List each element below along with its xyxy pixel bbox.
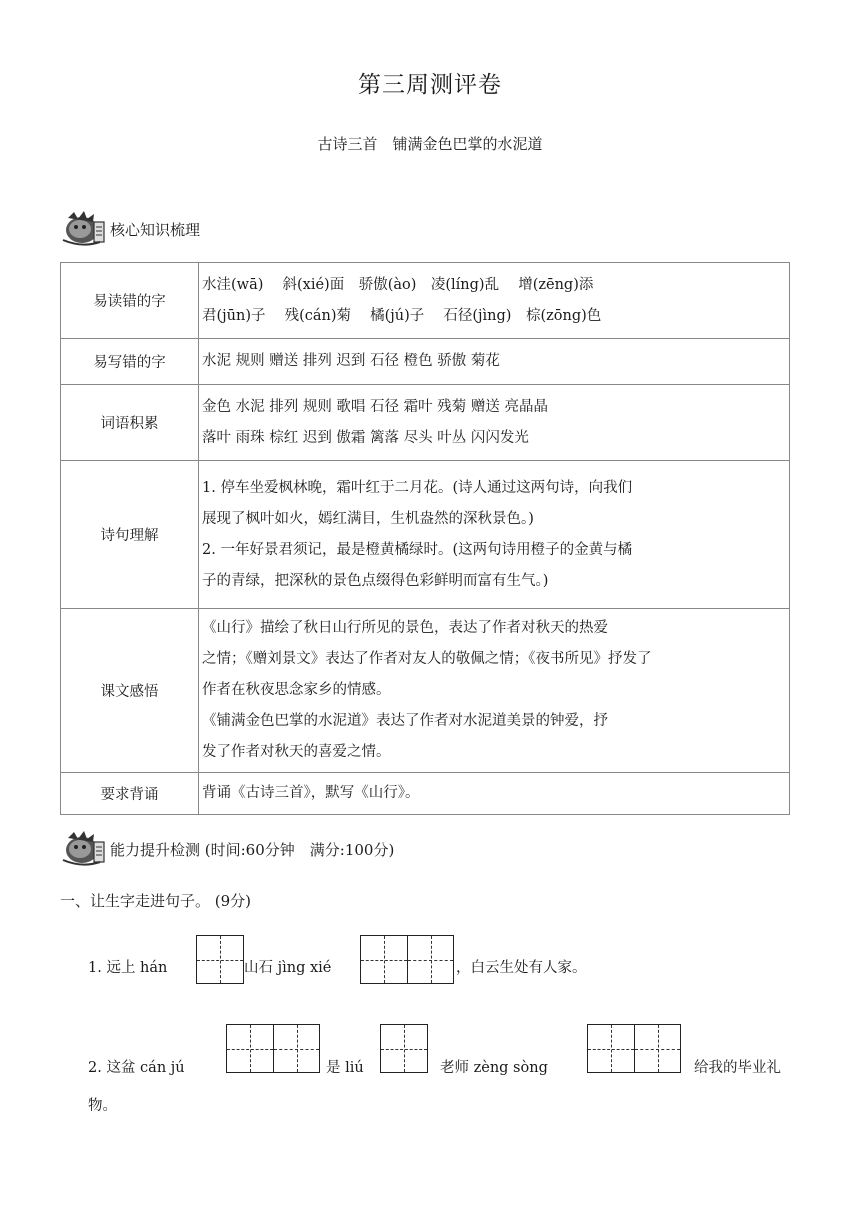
- row-label: 易读错的字: [61, 263, 199, 339]
- row-content: [199, 263, 790, 339]
- page-subtitle: 古诗三首 铺满金色巴掌的水泥道: [317, 135, 543, 153]
- section-knowledge-header: [60, 210, 200, 248]
- item-2-suffix: 给我的毕业礼: [694, 1060, 781, 1076]
- tianzige-cell[interactable]: [361, 936, 407, 983]
- tianzige-cell[interactable]: [381, 1025, 427, 1072]
- row-label: 课文感悟: [61, 609, 199, 773]
- table-row: [61, 339, 790, 385]
- item-1-suffix: ，白云生处有人家。: [456, 960, 587, 976]
- section-test-title: 能力提升检测 (时间:60分钟 满分:100分): [110, 840, 395, 859]
- item-2-mid2: 老师 zèng sòng: [440, 1060, 548, 1076]
- tianzige-input[interactable]: [360, 935, 454, 984]
- reading-mascot-icon: [60, 210, 108, 248]
- table-row: [61, 773, 790, 815]
- row-content: [199, 339, 790, 385]
- section-knowledge-title: 核心知识梳理: [110, 220, 201, 239]
- row-content: [199, 773, 790, 815]
- item-1-prefix: 1. 远上 hán: [88, 960, 168, 976]
- tianzige-input[interactable]: [226, 1024, 320, 1073]
- table-row: [61, 609, 790, 773]
- row-label: 易写错的字: [61, 339, 199, 385]
- content-line: 金色 水泥 排列 规则 歌唱 石径 霜叶 残菊 赠送 亮晶晶: [202, 398, 548, 415]
- row-content: [199, 461, 790, 609]
- tianzige-input[interactable]: [196, 935, 244, 984]
- content-line: 发了作者对秋天的喜爱之情。: [202, 744, 391, 760]
- reading-mascot-icon: [60, 830, 108, 868]
- section-test-header: [60, 830, 394, 868]
- row-label: 词语积累: [61, 385, 199, 461]
- content-line: 《山行》描绘了秋日山行所见的景色，表达了作者对秋天的热爱: [202, 620, 608, 636]
- content-line: 2. 一年好景君须记，最是橙黄橘绿时。(这两句诗用橙子的金黄与橘: [202, 541, 633, 558]
- row-content: [199, 385, 790, 461]
- content-line: 展现了枫叶如火，嫣红满目，生机盎然的深秋景色。): [202, 510, 534, 527]
- content-line: 落叶 雨珠 棕红 迟到 傲霜 篱落 尽头 叶丛 闪闪发光: [202, 429, 529, 446]
- item-2-prefix: 2. 这盆 cán jú: [88, 1060, 185, 1076]
- content-line: 1. 停车坐爱枫林晚，霜叶红于二月花。(诗人通过这两句诗，向我们: [202, 479, 633, 496]
- content-line: 作者在秋夜思念家乡的情感。: [202, 682, 391, 698]
- content-line: 背诵《古诗三首》，默写《山行》。: [202, 785, 420, 801]
- table-row: [61, 461, 790, 609]
- tianzige-cell[interactable]: [588, 1025, 634, 1072]
- tianzige-input[interactable]: [587, 1024, 681, 1073]
- row-content: [199, 609, 790, 773]
- table-row: [61, 385, 790, 461]
- item-2-wrap: 物。: [88, 1098, 117, 1114]
- content-line: 之情；《赠刘景文》表达了作者对友人的敬佩之情；《夜书所见》抒发了: [202, 651, 652, 667]
- table-row: [61, 263, 790, 339]
- content-line: 水泥 规则 赠送 排列 迟到 石径 橙色 骄傲 菊花: [202, 353, 500, 369]
- tianzige-cell[interactable]: [227, 1025, 273, 1072]
- content-line: 水洼(wā) 斜(xié)面 骄傲(ào) 凌(líng)乱 增(zēng)添: [202, 276, 594, 293]
- row-label: 诗句理解: [61, 461, 199, 609]
- tianzige-cell[interactable]: [407, 936, 453, 983]
- item-2-mid1: 是 liú: [326, 1060, 364, 1076]
- content-line: 君(jūn)子 残(cán)菊 橘(jú)子 石径(jìng) 棕(zōng)色: [202, 307, 602, 324]
- tianzige-input[interactable]: [380, 1024, 428, 1073]
- content-line: 《铺满金色巴掌的水泥道》表达了作者对水泥道美景的钟爱，抒: [202, 713, 608, 729]
- page-title: 第三周测评卷: [358, 72, 502, 98]
- tianzige-cell[interactable]: [634, 1025, 680, 1072]
- item-1-mid: 山石 jìng xié: [244, 960, 332, 976]
- knowledge-table: [60, 262, 790, 815]
- tianzige-cell[interactable]: [197, 936, 243, 983]
- row-label: 要求背诵: [61, 773, 199, 815]
- tianzige-cell[interactable]: [273, 1025, 319, 1072]
- question-heading: 一、让生字走进句子。 (9分): [60, 892, 252, 910]
- content-line: 子的青绿，把深秋的景色点缀得色彩鲜明而富有生气。): [202, 572, 549, 589]
